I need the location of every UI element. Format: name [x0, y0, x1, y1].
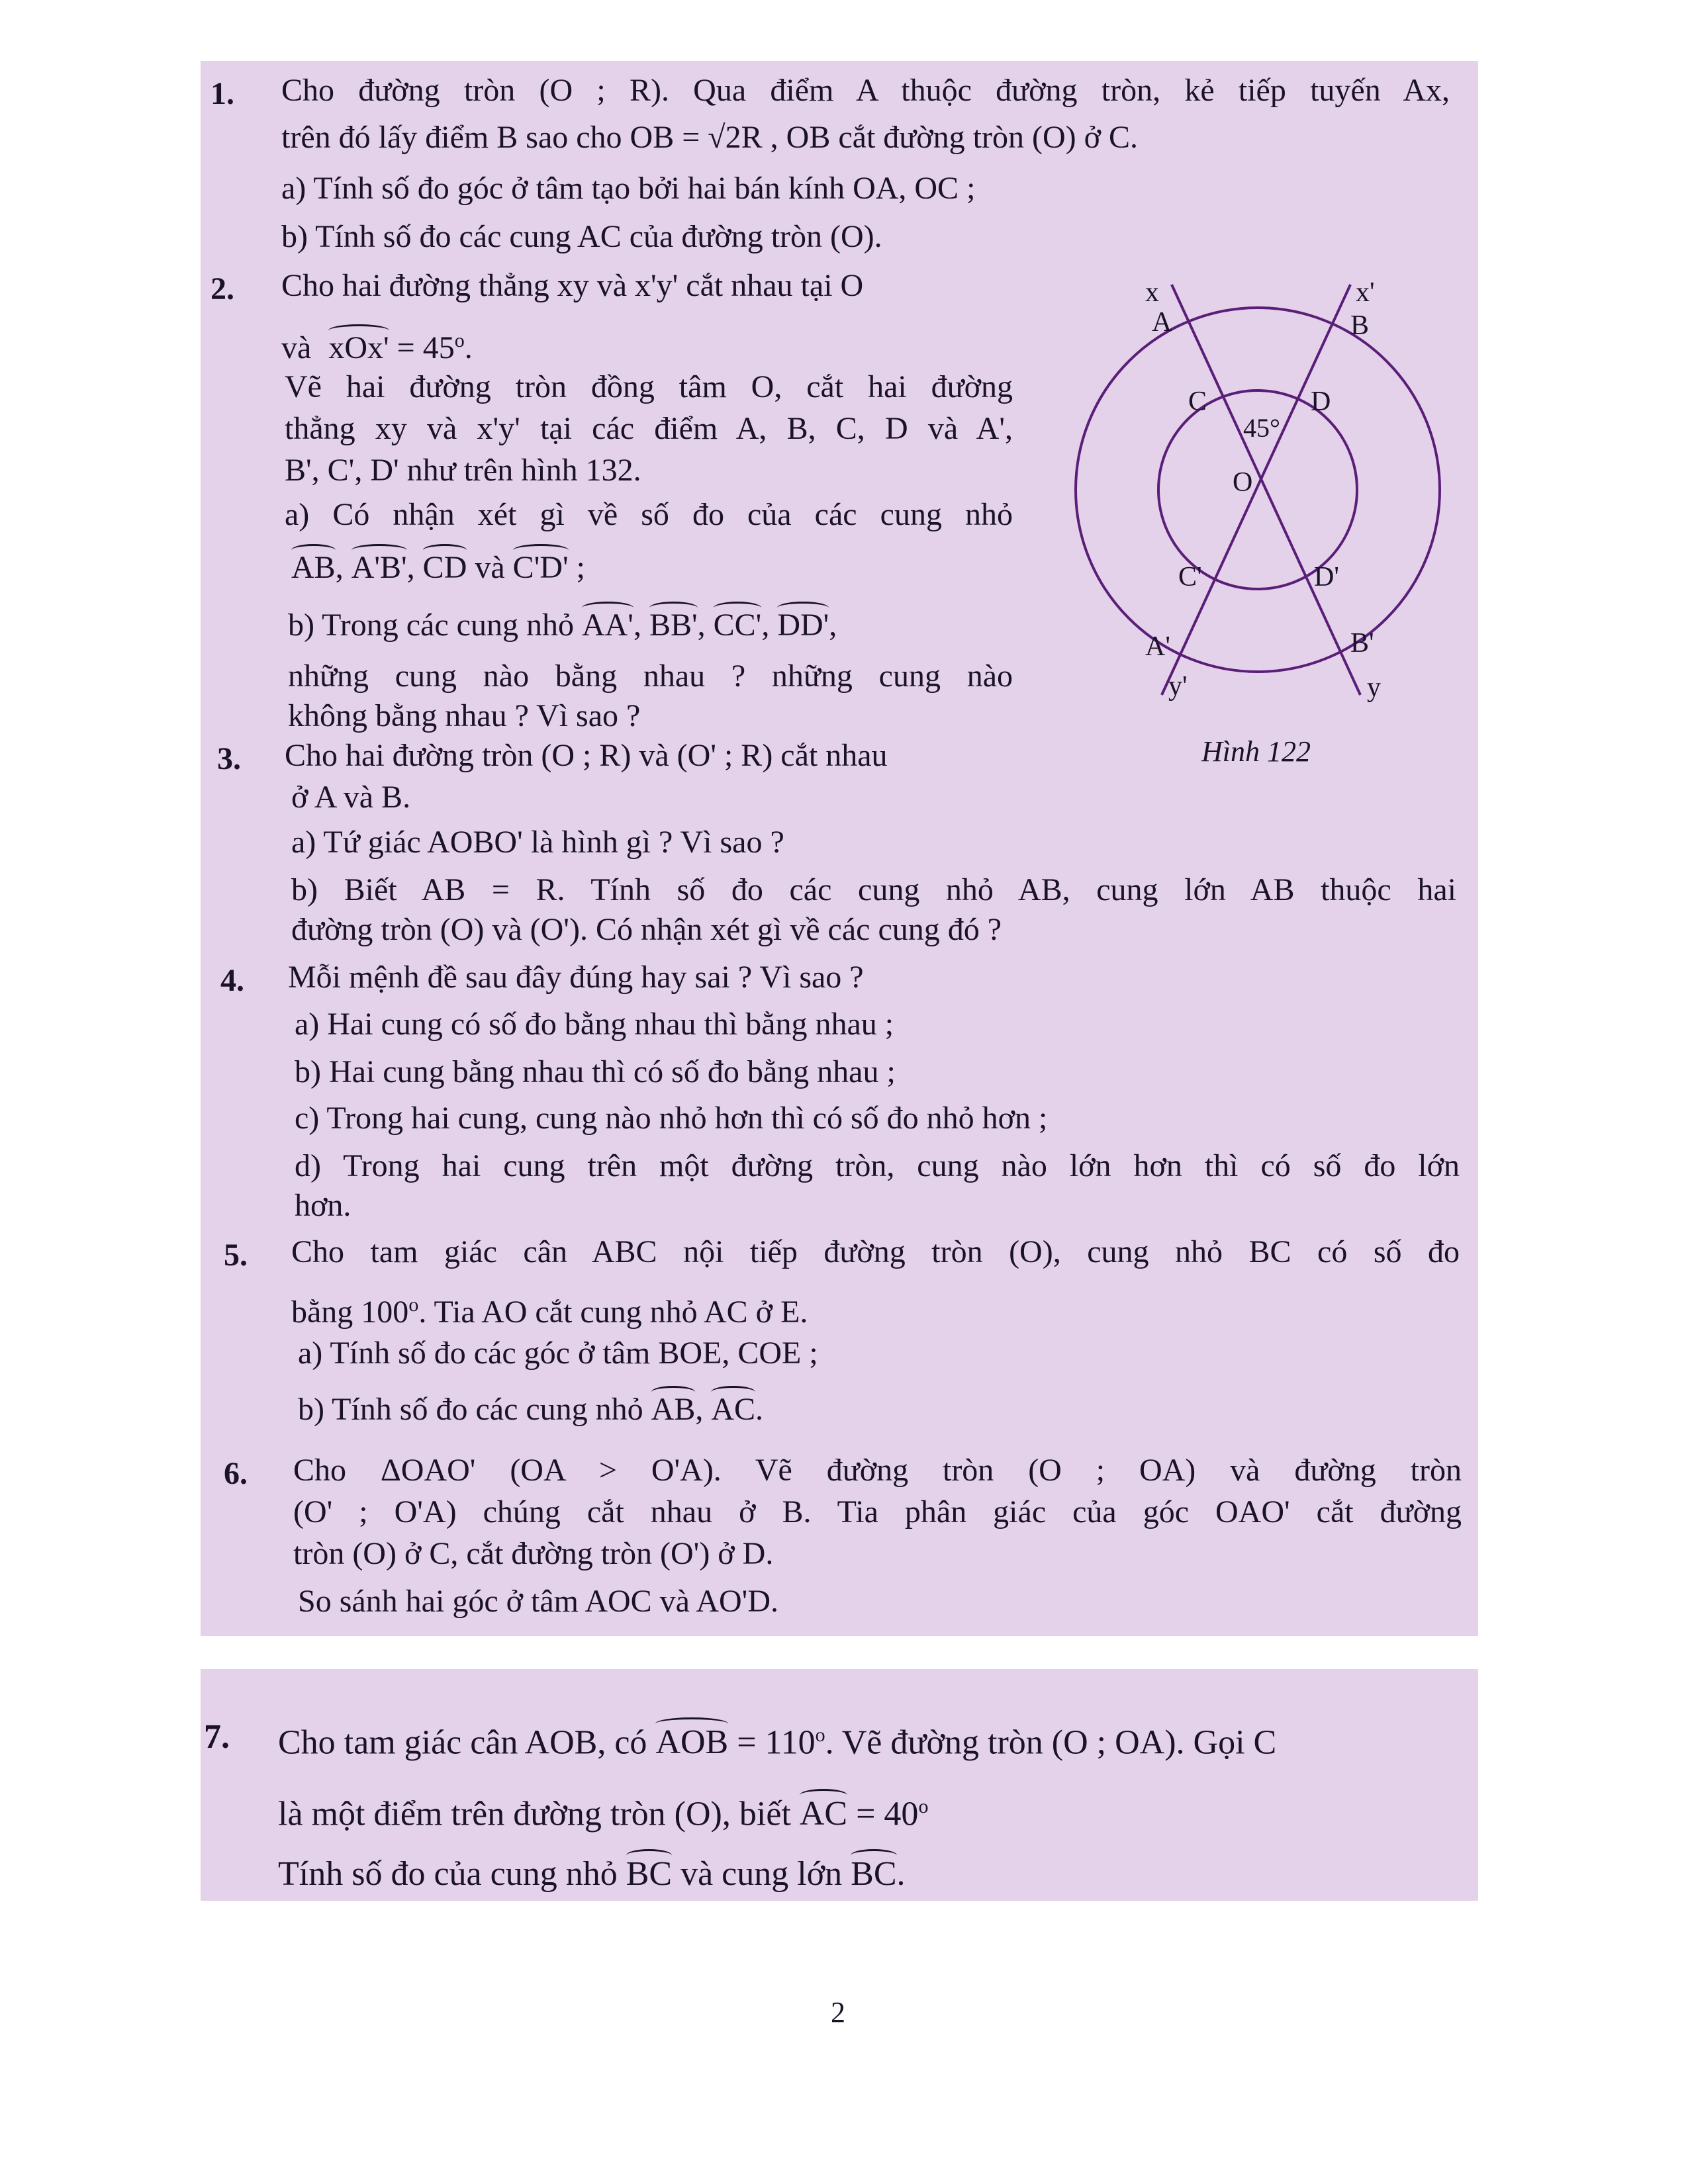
problem-6-line-3: tròn (O) ở C, cắt đường tròn (O') ở D. — [293, 1536, 774, 1571]
problem-5-part-b: b) Tính số đo các cung nhỏ AB, AC. — [298, 1390, 763, 1430]
label-B: B — [1350, 310, 1370, 341]
problem-2-line-1: Cho hai đường thẳng xy và x'y' cắt nhau tại O — [281, 268, 864, 303]
page-number: 2 — [831, 1996, 845, 2028]
problem-5-number: 5. — [224, 1238, 248, 1273]
problem-5-line-1: Cho tam giác cân ABC nội tiếp đường tròn (O), cung nhỏ BC có số đo — [291, 1234, 1460, 1269]
problem-4-number: 4. — [220, 963, 244, 998]
problem-7-line-1: Cho tam giác cân AOB, có AOB = $110^o$. Vẽ đường tròn (O ; OA). Gọi C — [278, 1714, 1276, 1764]
problem-2-number: 2. — [211, 271, 234, 306]
problem-1-number: 1. — [211, 76, 234, 111]
problem-2-line-4: thẳng xy và x'y' tại các điểm A, B, C, D và A', — [285, 411, 1013, 446]
label-angle: 45° — [1243, 413, 1280, 443]
angle-xox: xOx' — [328, 328, 389, 368]
arc-C2D2: C'D' — [513, 548, 569, 588]
label-A2: A' — [1145, 631, 1170, 662]
problem-3-part-b-line-2: đường tròn (O) và (O'). Có nhận xét gì về các cung đó ? — [291, 912, 1002, 947]
arc-AC-p7: AC — [800, 1793, 847, 1835]
problem-4-part-d-line-2: hơn. — [295, 1188, 352, 1223]
problem-1-line-2: trên đó lấy điểm B sao cho OB = √2R , OB cắt đường tròn (O) ở C. — [281, 120, 1139, 155]
problem-2-line-3: Vẽ hai đường tròn đồng tâm O, cắt hai đường — [285, 369, 1013, 404]
problem-5-line-2: bằng 100$^o$. Tia AO cắt cung nhỏ AC ở E. — [291, 1294, 808, 1330]
problem-1-part-a: a) Tính số đo góc ở tâm tạo bởi hai bán kính OA, OC ; — [281, 171, 976, 206]
line-x2y2 — [1162, 285, 1350, 695]
label-O: O — [1233, 467, 1253, 498]
problem-2-part-b-line-1: b) Trong các cung nhỏ AA', BB', CC', DD', — [288, 606, 837, 645]
problem-5-part-a: a) Tính số đo các góc ở tâm BOE, COE ; — [298, 1336, 818, 1371]
problem-2-part-a-line-1: a) Có nhận xét gì về số đo của các cung nhỏ — [285, 497, 1013, 532]
problem-2-line-5: B', C', D' như trên hình 132. — [285, 453, 641, 488]
concentric-circles-figure — [1059, 278, 1470, 781]
problem-4-part-a: a) Hai cung có số đo bằng nhau thì bằng nhau ; — [295, 1007, 894, 1042]
arc-A2B2: A'B' — [352, 548, 407, 588]
angle-AOB: AOB — [655, 1721, 728, 1764]
label-D: D — [1311, 387, 1331, 417]
label-C2: C' — [1178, 562, 1202, 592]
problem-7-line-2: là một điểm trên đường tròn (O), biết AC = $40^o$ — [278, 1786, 928, 1835]
problem-4-part-d-line-1: d) Trong hai cung trên một đường tròn, cung nào lớn hơn thì có số đo lớn — [295, 1148, 1460, 1183]
problem-2-line-2: và $xOx' = 45^o$. — [281, 321, 473, 368]
problem-4-line-1: Mỗi mệnh đề sau đây đúng hay sai ? Vì sao ? — [288, 960, 864, 995]
problem-7-line-3: Tính số đo của cung nhỏ BC và cung lớn BC. — [278, 1853, 906, 1895]
problem-6-number: 6. — [224, 1456, 248, 1491]
problem-4-part-b: b) Hai cung bằng nhau thì có số đo bằng nhau ; — [295, 1054, 896, 1089]
line-xy — [1172, 285, 1360, 695]
label-A: A — [1152, 307, 1172, 338]
problem-3-number: 3. — [217, 741, 241, 776]
problem-3-part-a: a) Tứ giác AOBO' là hình gì ? Vì sao ? — [291, 825, 784, 860]
arc-AB-p5: AB — [651, 1390, 696, 1430]
outer-circle — [1076, 308, 1440, 672]
label-D2: D' — [1314, 562, 1339, 592]
problem-6-line-2: (O' ; O'A) chúng cắt nhau ở B. Tia phân giác của góc OAO' cắt đường — [293, 1494, 1462, 1529]
arc-AB: AB — [291, 548, 336, 588]
problem-2-part-b-line-3: không bằng nhau ? Vì sao ? — [288, 698, 641, 733]
arc-CC2: CC' — [714, 606, 762, 645]
label-y: y — [1367, 672, 1381, 703]
arc-BC-major: BC — [851, 1853, 896, 1895]
problem-6-line-4: So sánh hai góc ở tâm AOC và AO'D. — [298, 1584, 778, 1619]
label-C: C — [1188, 387, 1207, 417]
problem-6-line-1: Cho ΔOAO' (OA > O'A). Vẽ đường tròn (O ; OA) và đường tròn — [293, 1453, 1462, 1488]
arc-DD2: DD' — [777, 606, 829, 645]
problem-3-part-b-line-1: b) Biết AB = R. Tính số đo các cung nhỏ AB, cung lớn AB thuộc hai — [291, 872, 1456, 907]
label-x2: x' — [1356, 278, 1375, 308]
problem-3-line-1: Cho hai đường tròn (O ; R) và (O' ; R) cắt nhau — [285, 738, 888, 773]
arc-AC-p5: AC — [711, 1390, 755, 1430]
problem-2-part-a-line-2: AB, A'B', CD và C'D' ; — [291, 548, 585, 588]
problem-2-part-b-line-2: những cung nào bằng nhau ? những cung nào — [288, 659, 1013, 694]
label-x: x — [1145, 278, 1159, 308]
problem-4-part-c: c) Trong hai cung, cung nào nhỏ hơn thì có số đo nhỏ hơn ; — [295, 1101, 1048, 1136]
label-y2: y' — [1168, 671, 1188, 702]
problem-1-line-1: Cho đường tròn (O ; R). Qua điểm A thuộc đường tròn, kẻ tiếp tuyến Ax, — [281, 73, 1450, 108]
arc-BC-minor: BC — [626, 1853, 672, 1895]
arc-AA2: AA' — [582, 606, 633, 645]
problem-7-number: 7. — [204, 1718, 230, 1756]
figure-caption: Hình 122 — [1201, 735, 1311, 768]
problem-1-part-b: b) Tính số đo các cung AC của đường tròn (O). — [281, 219, 882, 254]
arc-CD: CD — [423, 548, 467, 588]
label-B2: B' — [1350, 628, 1374, 659]
problem-3-line-2: ở A và B. — [291, 780, 411, 815]
arc-BB2: BB' — [649, 606, 698, 645]
